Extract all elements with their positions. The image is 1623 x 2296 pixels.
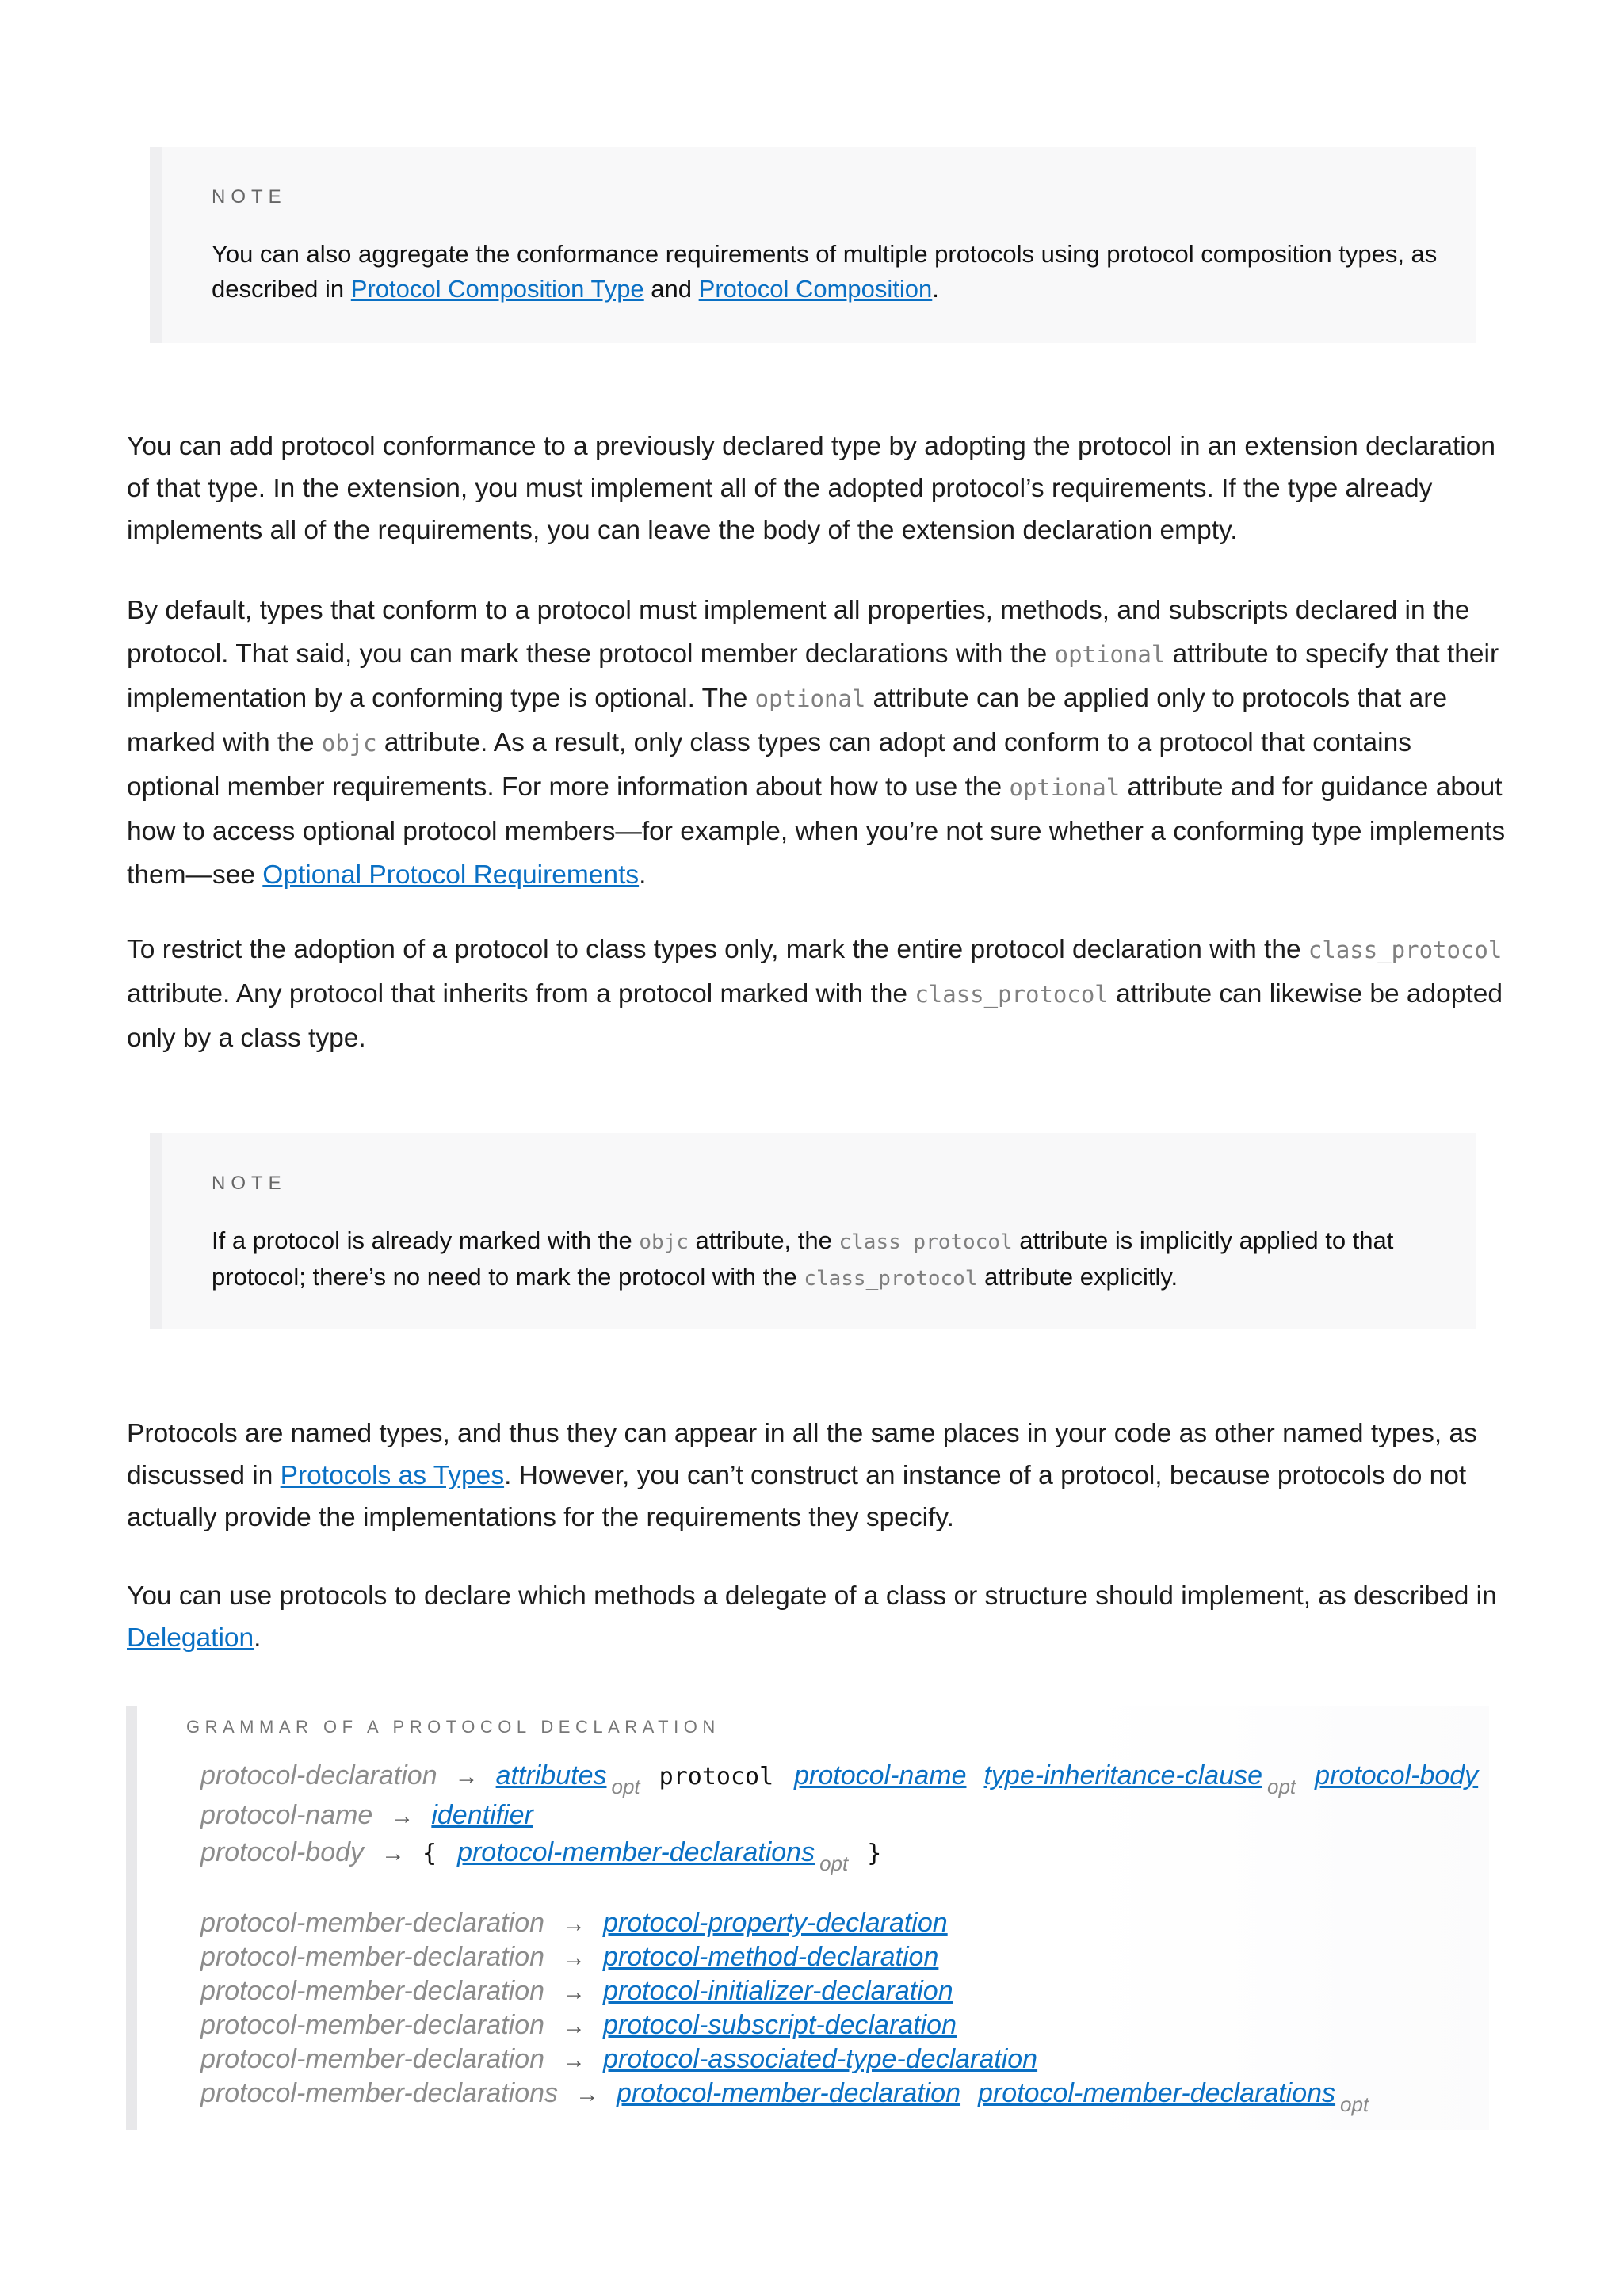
rule-name: protocol-name [200,1800,373,1830]
grammar-block [126,1706,1489,2130]
grammar-link[interactable]: protocol-property-declaration [603,1908,948,1938]
note-label: NOTE [212,1173,287,1194]
grammar-link[interactable]: protocol-body [1315,1760,1479,1791]
paragraph: To restrict the adoption of a protocol to class types only, mark the entire protocol declaration with the class_protocol attribute. Any protocol that inherits from a protocol marked with the class_protocol attribute can likewise be adopted only by a class type. [127,935,1503,1053]
inline-code: class_protocol [804,1267,978,1291]
rule-name: protocol-member-declaration [200,1908,545,1938]
link-protocol-composition-type[interactable]: Protocol Composition Type [350,275,644,303]
arrow-icon: → [562,1911,586,1937]
grammar-rule [200,1905,965,1942]
arrow-icon: → [390,1803,414,1829]
inline-code: class_protocol [1308,936,1503,963]
rule-name: protocol-member-declaration [200,1976,545,2006]
paragraph: You can add protocol conformance to a previously declared type by adopting the protocol in an extension declaration of that type. In the extension, you must implement all of the adopted protocol’s requirements. If the type already implements all of the requirements, you can leave the body of the extension declaration empty. [127,432,1496,545]
grammar-link[interactable]: identifier [431,1800,533,1830]
note-label: NOTE [212,186,287,208]
inline-code: optional [1009,774,1121,801]
close-brace: } [867,1840,882,1867]
grammar-title: GRAMMAR OF A PROTOCOL DECLARATION [186,1717,720,1737]
rule-name: protocol-member-declaration [200,1942,545,1972]
grammar-link[interactable]: protocol-subscript-declaration [603,2010,957,2040]
grammar-link[interactable]: protocol-member-declaration [617,2078,961,2108]
grammar-link[interactable]: protocol-member-declarations [457,1837,815,1867]
note-text: You can also aggregate the conformance requirements of multiple protocols using protocol composition types, as described in Protocol Composition Type and Protocol Composition. [212,240,1438,303]
grammar-rule [200,1758,1495,1798]
link-protocols-as-types[interactable]: Protocols as Types [280,1461,505,1490]
open-brace: { [422,1840,437,1867]
grammar-link[interactable]: protocol-associated-type-declaration [603,2044,1038,2074]
opt-marker: opt [1340,2092,1369,2116]
grammar-link[interactable]: type-inheritance-clause [983,1760,1263,1791]
inline-code: objc [321,730,377,757]
keyword: protocol [659,1763,774,1791]
opt-marker: opt [1267,1775,1296,1798]
opt-marker: opt [611,1775,640,1798]
inline-code: objc [639,1230,689,1254]
grammar-rule [200,1835,902,1875]
inline-code: optional [754,685,866,712]
inline-code: class_protocol [838,1230,1013,1254]
grammar-link[interactable]: protocol-name [794,1760,967,1791]
note-box [150,147,1476,343]
arrow-icon: → [562,2047,586,2073]
grammar-link[interactable]: attributes [495,1760,607,1791]
rule-name: protocol-member-declaration [200,2044,545,2074]
arrow-icon: → [381,1840,406,1867]
arrow-icon: → [454,1764,479,1790]
link-optional-protocol-requirements[interactable]: Optional Protocol Requirements [262,860,640,890]
arrow-icon: → [562,2013,586,2039]
arrow-icon: → [562,1945,586,1971]
paragraph: Protocols are named types, and thus they can appear in all the same places in your code as other named types, as discussed in Protocols as Types. However, you can’t construct an instance of a protocol, because protocols do not actually provide the implementations for the requirements they specify. [127,1419,1477,1532]
paragraph: You can use protocols to declare which methods a delegate of a class or structure should implement, as described in Delegation. [127,1581,1497,1653]
grammar-rule [200,2042,1055,2078]
grammar-rule [200,1939,956,1976]
grammar-rule [200,1974,971,2010]
arrow-icon: → [575,2081,600,2107]
link-protocol-composition[interactable]: Protocol Composition [698,275,933,303]
rule-name: protocol-body [200,1837,365,1867]
note-text: If a protocol is already marked with the objc attribute, the class_protocol attribute is implicitly applied to that protocol; there’s no need to mark the protocol with the class_protocol attribute explicitly. [212,1226,1394,1291]
inline-code: optional [1054,641,1166,668]
grammar-rule [200,1798,551,1834]
inline-code: class_protocol [915,981,1109,1008]
opt-marker: opt [819,1852,849,1875]
grammar-link[interactable]: protocol-initializer-declaration [603,1976,953,2006]
arrow-icon: → [562,1979,586,2005]
grammar-link[interactable]: protocol-member-declarations [978,2078,1336,2108]
grammar-link[interactable]: protocol-method-declaration [603,1942,939,1972]
rule-name: protocol-declaration [200,1760,437,1791]
note-box [150,1133,1476,1329]
rule-name: protocol-member-declaration [200,2010,545,2040]
grammar-rule [200,2008,974,2044]
grammar-rule [200,2076,1388,2116]
link-delegation[interactable]: Delegation [127,1623,254,1653]
paragraph: By default, types that conform to a protocol must implement all properties, methods, and subscripts declared in the protocol. That said, you can mark these protocol member declarations with the optional attribute to specify that their implementation by a conforming type is optional. The optional attribute can be applied only to protocols that are marked with the objc attribute. As a result, only class types can adopt and conform to a protocol that contains optional member requirements. For more information about how to use the optional attribute and for guidance about how to access optional protocol members—for example, when you’re not sure whether a conforming type implements them—see Optional Protocol Requirements. [127,596,1506,890]
rule-name: protocol-member-declarations [200,2078,559,2108]
